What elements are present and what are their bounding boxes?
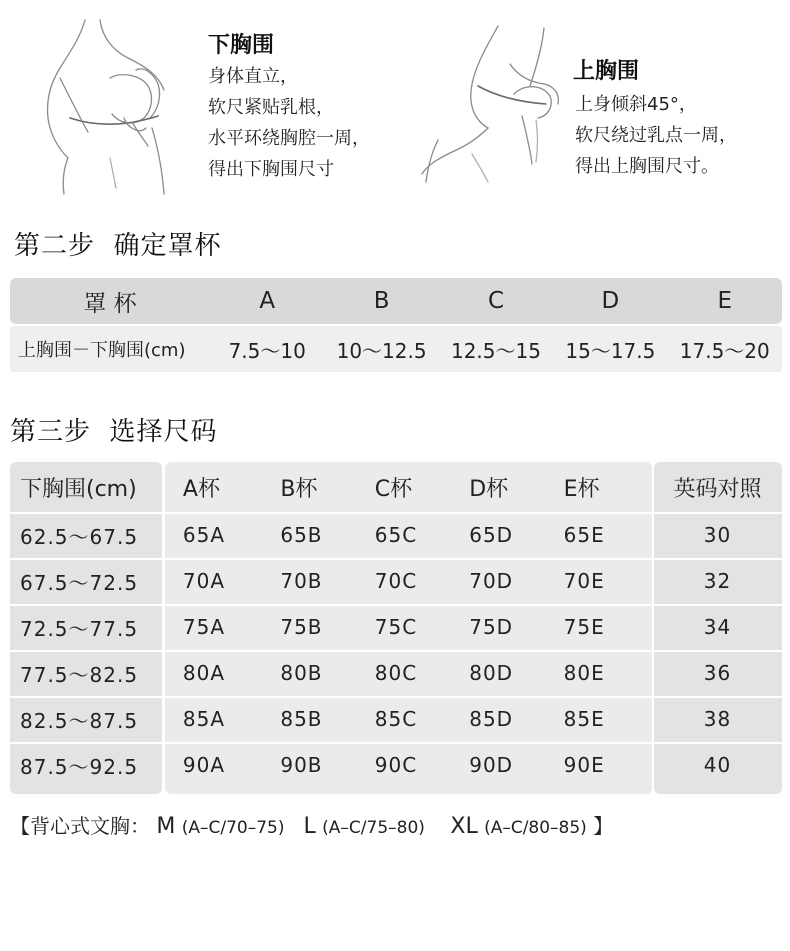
row-cup-e: 65E [563,523,605,547]
row-cup-c: 75C [374,615,418,639]
header-uk-size: 英码对照 [673,476,762,502]
row-cup-a: 75A [182,615,226,639]
row-cup-d: 85D [469,707,514,731]
row-cup-e: 70E [563,569,605,593]
table-row [10,696,782,742]
row-under-bust: 87.5～92.5 [20,754,139,779]
cup-row-label: 上胸围－下胸围(cm) [18,340,186,361]
under-bust-line-2: 软尺紧贴乳根， [208,97,334,118]
table-row [10,604,782,650]
table-row [10,742,782,788]
row-divider [10,512,782,514]
row-cup-b: 85B [280,707,323,731]
table-row [10,558,782,604]
cup-value-b: 10～12.5 [336,338,427,363]
over-bust-title: 上胸围 [573,59,640,84]
row-under-bust: 72.5～77.5 [20,616,139,641]
vest-bra-footnote [10,810,613,839]
row-uk-size: 34 [703,615,732,639]
header-cup-d: D杯 [469,476,509,502]
row-divider [10,696,782,698]
row-cup-a: 80A [182,661,226,685]
row-cup-a: 85A [182,707,226,731]
row-under-bust: 82.5～87.5 [20,708,139,733]
row-under-bust: 67.5～72.5 [20,570,139,595]
over-bust-line-1: 上身倾斜45°， [575,94,697,115]
row-uk-size: 40 [703,753,732,777]
row-cup-c: 90C [374,753,418,777]
step2-heading: 第二步 确定罩杯 [14,231,222,261]
cup-header-e: E [717,288,733,314]
row-cup-a: 70A [182,569,226,593]
cup-header-d: D [601,288,620,314]
header-cup-e: E杯 [563,476,600,502]
row-cup-b: 90B [280,753,323,777]
cup-table-row [10,326,782,372]
row-divider [10,558,782,560]
over-bust-line-2: 软尺绕过乳点一周， [575,125,737,146]
cup-header-c: C [487,288,504,314]
cup-value-d: 15～17.5 [565,338,656,363]
under-bust-line-3: 水平环绕胸腔一周， [208,128,370,149]
cup-header-b: B [373,288,390,314]
footnote-m-range: (A–C/70–75) [181,818,285,838]
step3-heading: 第三步 选择尺码 [10,417,218,447]
row-cup-b: 70B [280,569,323,593]
header-cup-a: A杯 [182,476,220,502]
footnote-m-label: M [156,814,176,839]
size-table [10,462,782,788]
cup-table-header [10,278,782,324]
cup-value-a: 7.5～10 [228,338,306,363]
row-cup-d: 80D [469,661,514,685]
row-divider [10,742,782,744]
under-bust-illustration [40,18,190,196]
row-uk-size: 30 [703,523,732,547]
row-uk-size: 38 [703,707,732,731]
row-cup-c: 85C [374,707,418,731]
row-under-bust: 77.5～82.5 [20,662,139,687]
row-under-bust: 62.5～67.5 [20,524,139,549]
row-cup-c: 65C [374,523,418,547]
footnote-suffix: 】 [593,814,614,838]
row-cup-d: 90D [469,753,514,777]
footnote-xl-label: XL [450,814,478,839]
header-cup-b: B杯 [280,476,318,502]
cup-value-c: 12.5～15 [450,338,541,363]
size-table-header [10,462,782,512]
row-cup-d: 75D [469,615,514,639]
row-cup-b: 65B [280,523,323,547]
over-bust-line-3: 得出上胸围尺寸。 [575,156,719,177]
row-cup-c: 80C [374,661,418,685]
row-uk-size: 32 [703,569,732,593]
cup-value-e: 17.5～20 [679,338,770,363]
row-divider [10,650,782,652]
table-row [10,512,782,558]
row-cup-e: 85E [563,707,605,731]
row-cup-a: 90A [182,753,226,777]
under-bust-line-4: 得出下胸围尺寸 [208,159,334,180]
row-divider [10,604,782,606]
row-cup-d: 70D [469,569,514,593]
header-cup-c: C杯 [374,476,413,502]
cup-header-label: 罩 杯 [83,290,137,317]
cup-header-a: A [259,288,276,314]
cup-table [10,278,782,372]
under-bust-title: 下胸围 [208,33,275,58]
footnote-prefix: 【背心式文胸： [10,814,150,838]
under-bust-line-1: 身体直立， [208,66,298,87]
header-under-bust: 下胸围(cm) [20,476,137,502]
row-cup-e: 90E [563,753,605,777]
row-uk-size: 36 [703,661,732,685]
footnote-xl-range: (A–C/80–85) [484,818,587,838]
row-cup-c: 70C [374,569,418,593]
row-cup-a: 65A [182,523,226,547]
row-cup-d: 65D [469,523,514,547]
over-bust-illustration [418,24,568,184]
table-row [10,650,782,696]
row-cup-e: 80E [563,661,605,685]
row-cup-e: 75E [563,615,605,639]
footnote-l-range: (A–C/75–80) [322,818,425,838]
row-cup-b: 80B [280,661,323,685]
row-cup-b: 75B [280,615,323,639]
footnote-l-label: L [303,814,316,839]
